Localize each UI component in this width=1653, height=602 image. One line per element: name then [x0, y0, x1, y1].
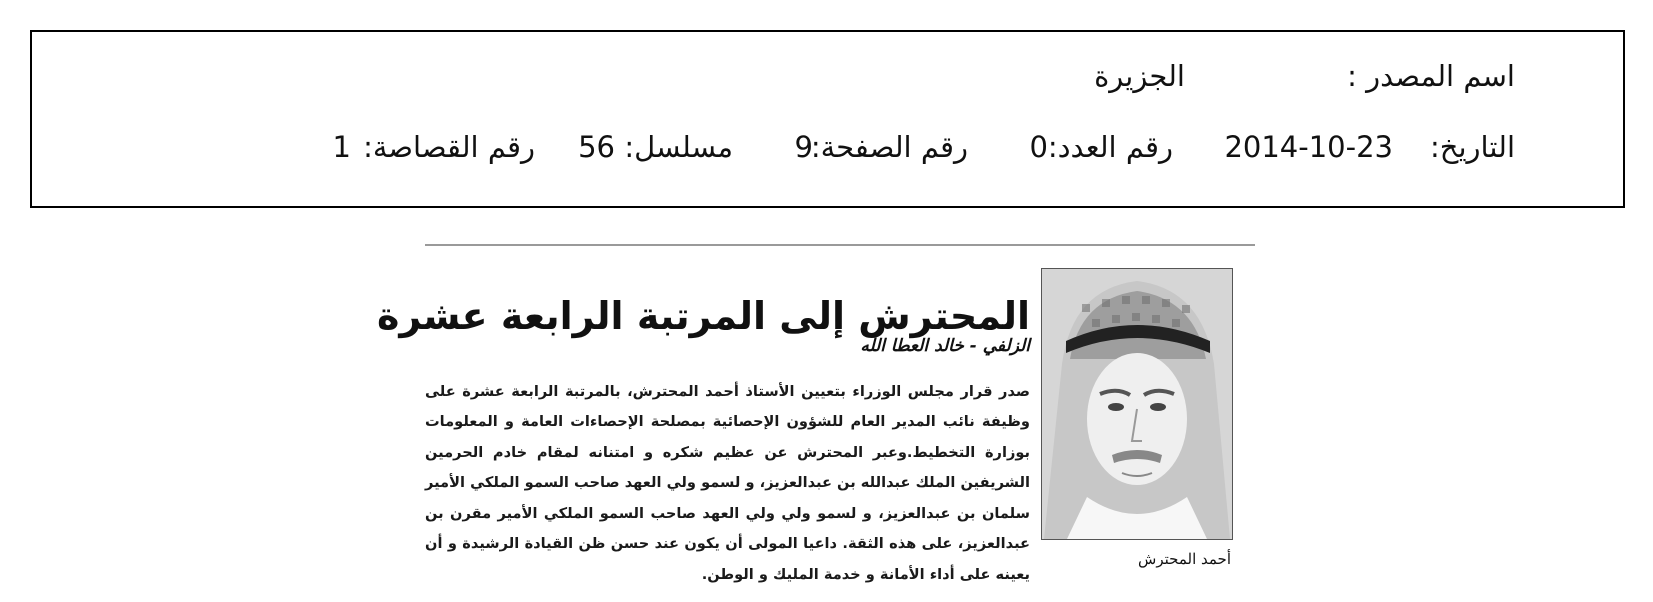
portrait-image [1042, 269, 1232, 539]
date-label: التاريخ: [1429, 130, 1515, 164]
article-body: صدر قرار مجلس الوزراء بتعيين الأستاذ أحمد المحترش، بالمرتبة الرابعة عشرة على وظيفة نائب المدير العام للشؤون الإحصائية بمصلحة الإحصاءات العامة و المعلومات بوزارة التخطيط.وعبر المحترش عن عظيم شكره و امتنانه لمقام خادم الحرمين الشريفين الملك عبدالله بن عبدالعزيز، و لسمو ولي العهد صاحب السمو الملكي الأمير سلمان بن عبدالعزيز، و لسمو ولي ولي العهد صاحب السمو الملكي الأمير مقرن بن عبدالعزيز، على هذه الثقة. داعيا المولى أن يكون عند حسن ظن القيادة الرشيدة و أن يعينه على أداء الأمانة و خدمة المليك و الوطن. [425, 382, 1030, 583]
serial-value: 56 [578, 130, 615, 164]
issue-label: رقم العدد: [1047, 130, 1173, 164]
source-label: اسم المصدر : [1347, 59, 1515, 93]
photo-caption: أحمد المحترش [1138, 550, 1231, 568]
source-row [32, 56, 1623, 96]
details-row [32, 127, 1623, 167]
clip-number-label: رقم القصاصة: [363, 130, 535, 164]
page-label: رقم الصفحة: [810, 130, 968, 164]
newspaper-clipping [376, 244, 1255, 584]
top-divider [425, 244, 1255, 246]
portrait-photo [1041, 268, 1233, 540]
issue-value: 0 [1029, 130, 1048, 164]
article-byline: الزلفي - خالد العطا الله [860, 336, 1030, 356]
clip-number-value: 1 [332, 130, 351, 164]
article-headline: المحترش إلى المرتبة الرابعة عشرة [376, 294, 1030, 339]
page-value: 9 [794, 130, 813, 164]
source-value: الجزيرة [1094, 59, 1185, 93]
clipping-metadata-box [30, 30, 1625, 208]
date-value: 2014-10-23 [1224, 130, 1393, 164]
serial-label: مسلسل: [624, 130, 733, 164]
